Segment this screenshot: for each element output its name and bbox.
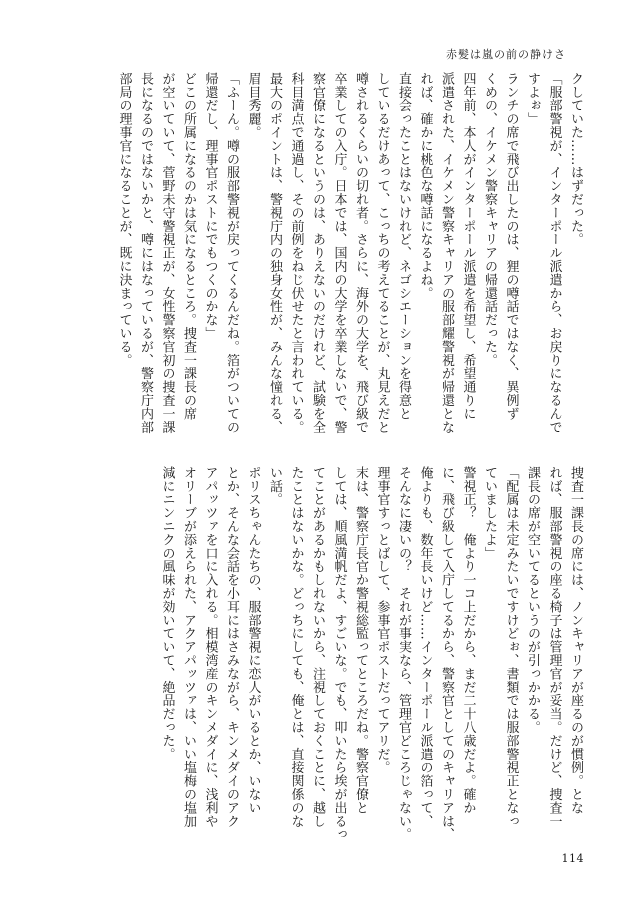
text-column: どこの所属になるのかは気になるところ。捜査一課長の席	[181, 72, 196, 421]
text-column: 「服部警視が、インターポール派遣から、お戻りになるんで	[546, 72, 562, 434]
page-number: 114	[561, 852, 584, 865]
text-column: しているだけあって、こっちの考えてることが、丸見えだと	[374, 72, 390, 434]
text-column: 帰還だし、理事官ポストにでもつくのかな」	[202, 72, 218, 340]
text-column: ポリスちゃんたちの、服部警視に恋人がいるとか、いない	[245, 466, 261, 815]
text-column: 課長の席が空いてるというのが引っかかる。	[525, 466, 540, 734]
text-column: 俺よりも、数年長いけど……インターポール派遣の箔って、	[417, 466, 433, 828]
text-column: に、飛び級して入庁してるから、警察官としてのキャリアは、	[439, 466, 454, 842]
text-column: 捜査一課長の席には、ノンキャリアが座るのが慣例。とな	[568, 466, 583, 815]
text-column: 卒業しての入庁。日本では、国内の大学を卒業しないで、警	[331, 72, 347, 434]
upper-text-block	[84, 72, 586, 434]
lower-text-block	[159, 466, 586, 842]
text-column: 減にニンニクの風味が効いていて、絶品だった。	[159, 466, 175, 761]
text-column: 噂されるくらいの切れ者。さらに、海外の大学を、飛び級で	[353, 72, 368, 434]
text-column: てことがあるかもしれないから、注視しておくことに、越し	[310, 466, 325, 828]
text-column: 「配属は未定みたいですけどぉ、書類では服部警視正となっ	[503, 466, 519, 828]
text-column: 派遣された、イケメン警察キャリアの服部耀警視が帰還とな	[439, 72, 454, 434]
text-column: 最大のポイントは、警視庁内の独身女性が、みんな憧れる、	[267, 72, 282, 434]
text-column: 眉目秀麗。	[245, 72, 261, 139]
text-column: 直接会ったことはないけれど、ネゴシエーションを得意と	[396, 72, 411, 421]
text-column: そんなに凄いの？ それが事実なら、管理官どころじゃない。	[396, 466, 411, 842]
text-column: れば、服部警視の座る椅子は管理官が妥当。だけど、捜査一	[546, 466, 562, 828]
text-column: オリーブが添えられた、アクアパッツァは、いい塩梅の塩加	[181, 466, 196, 828]
text-column: 四年前、本人がインターポール派遣を希望し、希望通りに	[460, 72, 476, 421]
running-head: 赤髪は嵐の前の静けさ	[446, 48, 566, 61]
text-column: い話。	[267, 466, 282, 507]
text-column: 部局の理事官になることが、既に決まっている。	[116, 72, 132, 367]
text-column: ていましたよ」	[482, 466, 497, 560]
text-column: 「ふーん。噂の服部警視が戻ってくるんだね。箔がついての	[224, 72, 239, 434]
text-column: アパッツァを口に入れる。相模湾産のキンメダイに、浅利や	[202, 466, 218, 828]
text-column: が空いていて、菅野未守警視正が、女性警察官初の捜査一課	[159, 72, 175, 434]
text-column: くめの、イケメン警察キャリアの帰還話だった。	[482, 72, 497, 367]
text-column: 察官僚になるというのは、ありえないのだけれど、試験を全	[310, 72, 325, 434]
text-column: すよぉ」	[525, 72, 540, 126]
text-column: れば、確かに桃色な噂話になるよね。	[417, 72, 433, 300]
text-column: 長になるのではないかと、噂にはなっているが、警察庁内部	[138, 72, 153, 434]
text-column: ランチの席で飛び出したのは、狸の噂話ではなく、異例ず	[503, 72, 519, 421]
text-column: しては、順風満帆だよ、すごいな。でも、叩いたら埃が出るっ	[331, 466, 347, 842]
text-column: 科目満点で通過し、その前例をねじ伏せたと言われている。	[288, 72, 304, 434]
text-column: 理事官すっとばして、参事官ポストだってアリだ。	[374, 466, 390, 775]
text-column: とか、そんな会話を小耳にはさみながら、キンメダイのアク	[224, 466, 239, 828]
text-column: 末は、警察庁長官か警視総監ってところだね。警察官僚と	[353, 466, 368, 815]
text-column: クしていた……はずだった。	[568, 72, 583, 247]
text-column: たことはないかな。どっちにしても、俺とは、直接関係のな	[288, 466, 304, 828]
text-column: 警視正？ 俺より一コ上だから、まだ二十八歳だよ。確か	[460, 466, 476, 815]
